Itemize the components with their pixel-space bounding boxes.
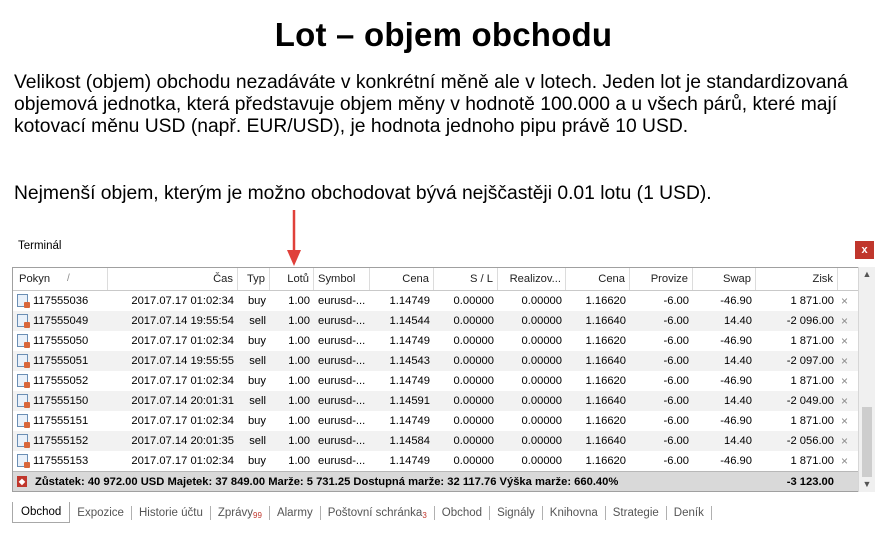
cell-type: buy xyxy=(247,335,266,347)
cell-symbol: eurusd-... xyxy=(318,355,366,367)
cell-commission: -6.00 xyxy=(663,455,689,467)
cell-lots: 1.00 xyxy=(288,355,310,367)
arrow-down-icon xyxy=(284,208,304,268)
cell-time: 2017.07.17 01:02:34 xyxy=(131,455,234,467)
table-row[interactable] xyxy=(13,331,858,351)
tab-alarmy[interactable] xyxy=(270,506,321,520)
cell-time: 2017.07.17 01:02:34 xyxy=(131,375,234,387)
column-header[interactable]: Swap xyxy=(693,268,756,290)
cell-time: 2017.07.14 20:01:35 xyxy=(131,435,234,447)
tab-knihovna[interactable] xyxy=(543,506,606,520)
cell-time: 2017.07.14 19:55:55 xyxy=(131,355,234,367)
cell-type: sell xyxy=(249,435,266,447)
table-row[interactable] xyxy=(13,451,858,471)
tab-label: Poštovní schránka xyxy=(327,506,423,519)
cell-tp: 0.00000 xyxy=(521,415,562,427)
tab-label: Signály xyxy=(497,506,535,519)
tab-poštovní-schránka[interactable] xyxy=(321,506,435,520)
cell-tp: 0.00000 xyxy=(521,395,562,407)
cell-profit: 1 871.00 xyxy=(790,335,834,347)
cell-profit: 1 871.00 xyxy=(790,295,834,307)
tab-label: Strategie xyxy=(612,506,659,519)
tab-badge: 3 xyxy=(422,510,427,520)
close-order-icon[interactable]: × xyxy=(841,294,849,308)
cell-order: 117555036 xyxy=(33,295,89,307)
cell-tp: 0.00000 xyxy=(521,455,562,467)
tab-historie-účtu[interactable] xyxy=(132,506,211,520)
scroll-up-icon[interactable]: ▲ xyxy=(862,269,872,279)
cell-cur_price: 1.16620 xyxy=(585,415,626,427)
cell-cur_price: 1.16620 xyxy=(585,455,626,467)
cell-price: 1.14591 xyxy=(389,395,430,407)
cell-symbol: eurusd-... xyxy=(318,335,366,347)
cell-tp: 0.00000 xyxy=(521,355,562,367)
cell-time: 2017.07.17 01:02:34 xyxy=(131,415,234,427)
column-header[interactable]: Symbol xyxy=(314,268,370,290)
cell-sl: 0.00000 xyxy=(453,415,494,427)
table-row[interactable] xyxy=(13,291,858,311)
account-icon: ◆ xyxy=(18,477,26,486)
cell-swap: 14.40 xyxy=(724,435,752,447)
table-row[interactable] xyxy=(13,311,858,331)
cell-cur_price: 1.16640 xyxy=(585,315,626,327)
cell-commission: -6.00 xyxy=(663,335,689,347)
cell-cur_price: 1.16620 xyxy=(585,295,626,307)
cell-time: 2017.07.14 20:01:31 xyxy=(131,395,234,407)
close-order-icon[interactable]: × xyxy=(841,394,849,408)
tab-expozice[interactable] xyxy=(70,506,132,520)
cell-lots: 1.00 xyxy=(288,315,310,327)
cell-order: 117555049 xyxy=(33,315,89,327)
cell-commission: -6.00 xyxy=(663,395,689,407)
cell-cur_price: 1.16620 xyxy=(585,335,626,347)
tab-label: Historie účtu xyxy=(138,506,203,519)
column-header[interactable]: Provize xyxy=(630,268,693,290)
cell-price: 1.14749 xyxy=(389,415,430,427)
vertical-scrollbar[interactable] xyxy=(858,267,875,492)
table-header xyxy=(13,268,858,291)
summary-row xyxy=(13,471,858,492)
cell-profit: 1 871.00 xyxy=(790,375,834,387)
cell-type: buy xyxy=(247,295,266,307)
cell-sl: 0.00000 xyxy=(453,335,494,347)
cell-sl: 0.00000 xyxy=(453,315,494,327)
cell-symbol: eurusd-... xyxy=(318,315,366,327)
close-order-icon[interactable]: × xyxy=(841,314,849,328)
tab-zprávy[interactable] xyxy=(211,506,270,520)
cell-type: sell xyxy=(249,355,266,367)
column-header[interactable]: Zisk xyxy=(756,268,838,290)
cell-type: buy xyxy=(247,455,266,467)
total-profit: -3 123.00 xyxy=(786,476,834,488)
cell-symbol: eurusd-... xyxy=(318,415,366,427)
page-title: Lot – objem obchodu xyxy=(274,16,613,53)
table-row[interactable] xyxy=(13,431,858,451)
column-header[interactable]: S / L xyxy=(434,268,498,290)
cell-profit: -2 097.00 xyxy=(786,355,834,367)
close-icon[interactable]: x xyxy=(855,241,874,259)
cell-tp: 0.00000 xyxy=(521,375,562,387)
terminal-tabs xyxy=(12,502,712,524)
cell-type: sell xyxy=(249,315,266,327)
cell-price: 1.14749 xyxy=(389,335,430,347)
tab-label: Obchod xyxy=(441,506,483,519)
cell-swap: 14.40 xyxy=(724,315,752,327)
cell-tp: 0.00000 xyxy=(521,435,562,447)
cell-lots: 1.00 xyxy=(288,455,310,467)
orders-table xyxy=(12,267,859,492)
table-row[interactable] xyxy=(13,391,858,411)
tab-label: Deník xyxy=(673,506,704,519)
cell-order: 117555052 xyxy=(33,375,89,387)
cell-symbol: eurusd-... xyxy=(318,395,366,407)
cell-commission: -6.00 xyxy=(663,375,689,387)
column-header[interactable]: Realizov... xyxy=(498,268,566,290)
cell-swap: -46.90 xyxy=(720,375,752,387)
cell-commission: -6.00 xyxy=(663,315,689,327)
cell-price: 1.14584 xyxy=(389,435,430,447)
close-order-icon[interactable]: × xyxy=(841,334,849,348)
cell-symbol: eurusd-... xyxy=(318,375,366,387)
cell-lots: 1.00 xyxy=(288,295,310,307)
cell-sl: 0.00000 xyxy=(453,375,494,387)
cell-order: 117555151 xyxy=(33,415,89,427)
cell-order: 117555150 xyxy=(33,395,89,407)
table-row[interactable] xyxy=(13,371,858,391)
minimum-lot-paragraph: Nejmenší objem, kterým je možno obchodovat bývá nejščastěji 0.01 lotu (1 USD). xyxy=(14,183,712,204)
cell-symbol: eurusd-... xyxy=(318,295,366,307)
cell-swap: 14.40 xyxy=(724,395,752,407)
tab-strategie[interactable] xyxy=(606,506,667,520)
cell-lots: 1.00 xyxy=(288,415,310,427)
cell-sl: 0.00000 xyxy=(453,435,494,447)
cell-swap: -46.90 xyxy=(720,295,752,307)
tab-obchod[interactable] xyxy=(435,506,490,520)
terminal-title: Terminál xyxy=(18,240,62,252)
scrollbar-thumb[interactable] xyxy=(862,407,872,477)
cell-swap: -46.90 xyxy=(720,455,752,467)
cell-tp: 0.00000 xyxy=(521,335,562,347)
cell-commission: -6.00 xyxy=(663,295,689,307)
cell-price: 1.14749 xyxy=(389,295,430,307)
table-row[interactable] xyxy=(13,351,858,371)
cell-cur_price: 1.16640 xyxy=(585,355,626,367)
close-order-icon[interactable]: × xyxy=(841,414,849,428)
column-header[interactable]: Pokyn xyxy=(13,268,108,290)
sort-indicator-icon: / xyxy=(67,273,70,284)
close-order-icon[interactable]: × xyxy=(841,374,849,388)
tab-badge: 99 xyxy=(253,510,262,520)
tab-signály[interactable] xyxy=(490,506,543,520)
tab-label: Knihovna xyxy=(549,506,598,519)
cell-commission: -6.00 xyxy=(663,435,689,447)
cell-type: buy xyxy=(247,375,266,387)
column-header[interactable]: Cena xyxy=(370,268,434,290)
cell-price: 1.14544 xyxy=(389,315,430,327)
cell-sl: 0.00000 xyxy=(453,295,494,307)
cell-profit: 1 871.00 xyxy=(790,455,834,467)
column-header[interactable]: Lotů xyxy=(270,268,314,290)
scroll-down-icon[interactable]: ▼ xyxy=(862,479,872,489)
cell-order: 117555051 xyxy=(33,355,89,367)
cell-lots: 1.00 xyxy=(288,395,310,407)
tab-label: Obchod xyxy=(21,506,62,519)
cell-price: 1.14749 xyxy=(389,455,430,467)
tab-obchod[interactable] xyxy=(12,502,70,523)
cell-lots: 1.00 xyxy=(288,435,310,447)
column-header[interactable]: Cena xyxy=(566,268,630,290)
cell-cur_price: 1.16620 xyxy=(585,375,626,387)
cell-commission: -6.00 xyxy=(663,355,689,367)
column-header[interactable]: Čas xyxy=(108,268,238,290)
close-order-icon[interactable]: × xyxy=(841,354,849,368)
tab-label: Alarmy xyxy=(276,506,313,519)
cell-time: 2017.07.17 01:02:34 xyxy=(131,335,234,347)
cell-type: sell xyxy=(249,395,266,407)
intro-paragraph: Velikost (objem) obchodu nezadáváte v konkrétní měně ale v lotech. Jeden lot je standardizovaná objemová jednotka, která představuje objem měny v hodnotě 100.000 a u všech párů, které mají kotovací měnu USD (např. EUR/USD), je hodnota jednoho pipu právě 10 USD. xyxy=(14,72,848,137)
cell-order: 117555152 xyxy=(33,435,89,447)
close-order-icon[interactable]: × xyxy=(841,454,849,468)
cell-swap: -46.90 xyxy=(720,335,752,347)
cell-order: 117555153 xyxy=(33,455,89,467)
cell-cur_price: 1.16640 xyxy=(585,395,626,407)
cell-sl: 0.00000 xyxy=(453,395,494,407)
cell-profit: -2 096.00 xyxy=(786,315,834,327)
cell-price: 1.14543 xyxy=(389,355,430,367)
cell-profit: -2 056.00 xyxy=(786,435,834,447)
cell-symbol: eurusd-... xyxy=(318,435,366,447)
cell-swap: 14.40 xyxy=(724,355,752,367)
cell-time: 2017.07.17 01:02:34 xyxy=(131,295,234,307)
cell-profit: -2 049.00 xyxy=(786,395,834,407)
cell-symbol: eurusd-... xyxy=(318,455,366,467)
tab-label: Zprávy xyxy=(217,506,254,519)
cell-price: 1.14749 xyxy=(389,375,430,387)
cell-profit: 1 871.00 xyxy=(790,415,834,427)
cell-tp: 0.00000 xyxy=(521,315,562,327)
cell-type: buy xyxy=(247,415,266,427)
table-row[interactable] xyxy=(13,411,858,431)
cell-sl: 0.00000 xyxy=(453,355,494,367)
cell-commission: -6.00 xyxy=(663,415,689,427)
cell-tp: 0.00000 xyxy=(521,295,562,307)
cell-lots: 1.00 xyxy=(288,335,310,347)
tab-deník[interactable] xyxy=(667,506,712,520)
column-header[interactable]: Typ xyxy=(238,268,270,290)
cell-swap: -46.90 xyxy=(720,415,752,427)
tab-label: Expozice xyxy=(77,506,124,519)
cell-sl: 0.00000 xyxy=(453,455,494,467)
cell-order: 117555050 xyxy=(33,335,89,347)
close-order-icon[interactable]: × xyxy=(841,434,849,448)
cell-cur_price: 1.16640 xyxy=(585,435,626,447)
cell-lots: 1.00 xyxy=(288,375,310,387)
cell-time: 2017.07.14 19:55:54 xyxy=(131,315,234,327)
account-summary: Zůstatek: 40 972.00 USD Majetek: 37 849.00 Marže: 5 731.25 Dostupná marže: 32 117.76 Výška marže: 660.40% xyxy=(35,476,619,488)
